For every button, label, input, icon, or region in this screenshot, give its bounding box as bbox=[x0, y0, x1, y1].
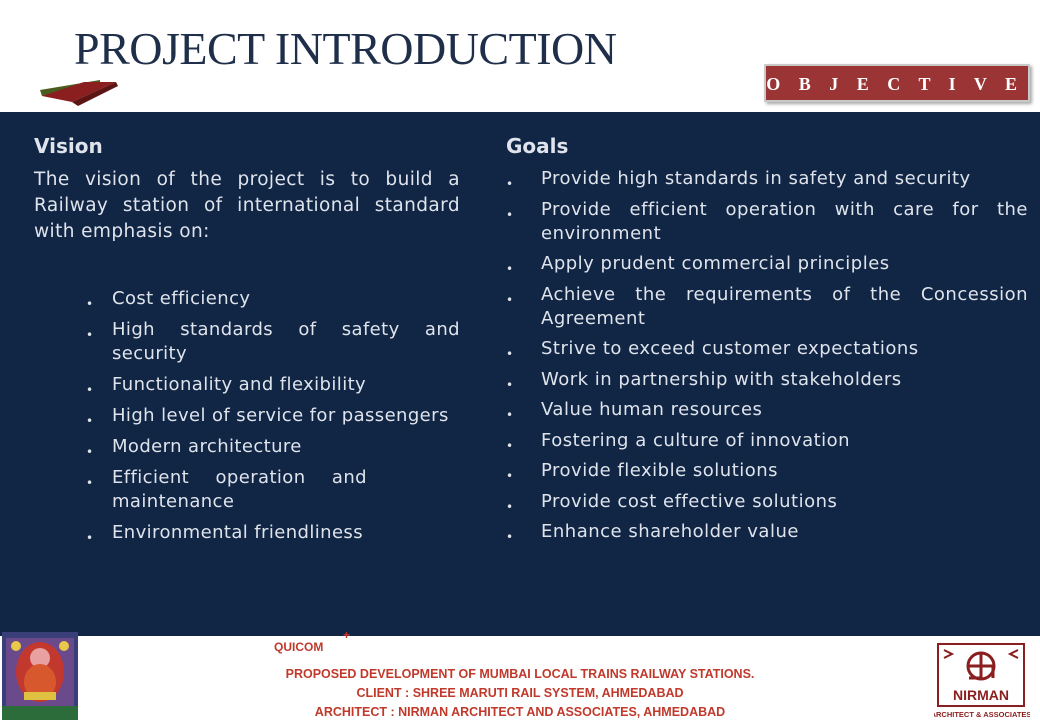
quicom-label: QUICOM bbox=[274, 640, 324, 654]
bullet-icon: • bbox=[506, 177, 514, 191]
bullet-icon: • bbox=[506, 347, 514, 361]
bullet-icon: • bbox=[506, 292, 514, 307]
bullet-icon: • bbox=[86, 476, 94, 490]
list-item: • Provide efficient operation with care for the environment bbox=[506, 198, 1028, 244]
list-item: • Provide flexible solutions bbox=[506, 459, 1028, 483]
bullet-icon: • bbox=[506, 438, 514, 453]
list-item: • High standards of safety and security bbox=[86, 319, 460, 364]
list-item: • Work in partnership with stakeholders bbox=[506, 368, 1028, 392]
bullet-icon: • bbox=[506, 530, 514, 544]
list-item: • Cost efficiency bbox=[86, 287, 460, 311]
list-item: • Value human resources bbox=[506, 398, 1028, 422]
svg-text:ARCHITECT & ASSOCIATES: ARCHITECT & ASSOCIATES bbox=[934, 710, 1030, 719]
vision-list bbox=[34, 287, 460, 545]
list-item: • Achieve the requirements of the Concession Agreement bbox=[506, 283, 1028, 329]
client-line: CLIENT : SHREE MARUTI RAIL SYSTEM, AHMEDABAD bbox=[356, 686, 684, 700]
vision-heading: Vision bbox=[34, 134, 103, 158]
bullet-icon: • bbox=[86, 297, 94, 311]
bullet-icon: • bbox=[506, 377, 514, 392]
list-item: • Provide high standards in safety and security bbox=[506, 167, 1028, 191]
footer-text bbox=[200, 665, 840, 720]
goals-heading: Goals bbox=[506, 134, 569, 158]
list-item: • Apply prudent commercial principles bbox=[506, 252, 1028, 276]
nirman-logo bbox=[934, 640, 1030, 720]
list-item: • Fostering a culture of innovation bbox=[506, 429, 1028, 453]
bullet-icon: • bbox=[506, 408, 514, 422]
bullet-icon: • bbox=[506, 469, 514, 483]
bullet-icon: • bbox=[86, 328, 94, 342]
architect-line: ARCHITECT : NIRMAN ARCHITECT AND ASSOCIATES, AHMEDABAD bbox=[314, 705, 726, 719]
bullet-icon: • bbox=[86, 383, 94, 397]
bullet-icon: • bbox=[86, 531, 94, 545]
goals-list bbox=[506, 167, 1028, 544]
list-item: • Enhance shareholder value bbox=[506, 520, 1028, 544]
list-item: • High level of service for passengers bbox=[86, 404, 460, 428]
goals-section bbox=[506, 133, 1028, 551]
slide-accent-icon bbox=[38, 76, 118, 112]
bullet-icon: • bbox=[86, 445, 94, 459]
page-title: PROJECT INTRODUCTION bbox=[74, 23, 617, 74]
deity-logo bbox=[2, 632, 78, 720]
bullet-icon: • bbox=[506, 262, 514, 276]
project-line: PROPOSED DEVELOPMENT OF MUMBAI LOCAL TRAINS RAILWAY STATIONS. bbox=[285, 667, 755, 681]
vision-paragraph: The vision of the project is to build a Railway station of international standard with emphasis on: bbox=[34, 169, 460, 242]
list-item: • Modern architecture bbox=[86, 435, 460, 459]
bullet-icon: • bbox=[506, 499, 514, 514]
bullet-icon: • bbox=[86, 414, 94, 428]
vision-section bbox=[34, 133, 460, 552]
plus-mark: + bbox=[343, 628, 351, 642]
list-item: • Environmental friendliness bbox=[86, 521, 460, 545]
svg-text:NIRMAN: NIRMAN bbox=[953, 687, 1009, 703]
list-item: • Provide cost effective solutions bbox=[506, 490, 1028, 514]
objective-badge: O B J E C T I V E bbox=[764, 64, 1030, 102]
list-item: • Strive to exceed customer expectations bbox=[506, 337, 1028, 361]
list-item: • Efficient operation and maintenance bbox=[86, 467, 367, 512]
bullet-icon: • bbox=[506, 207, 514, 222]
list-item: • Functionality and flexibility bbox=[86, 373, 460, 397]
